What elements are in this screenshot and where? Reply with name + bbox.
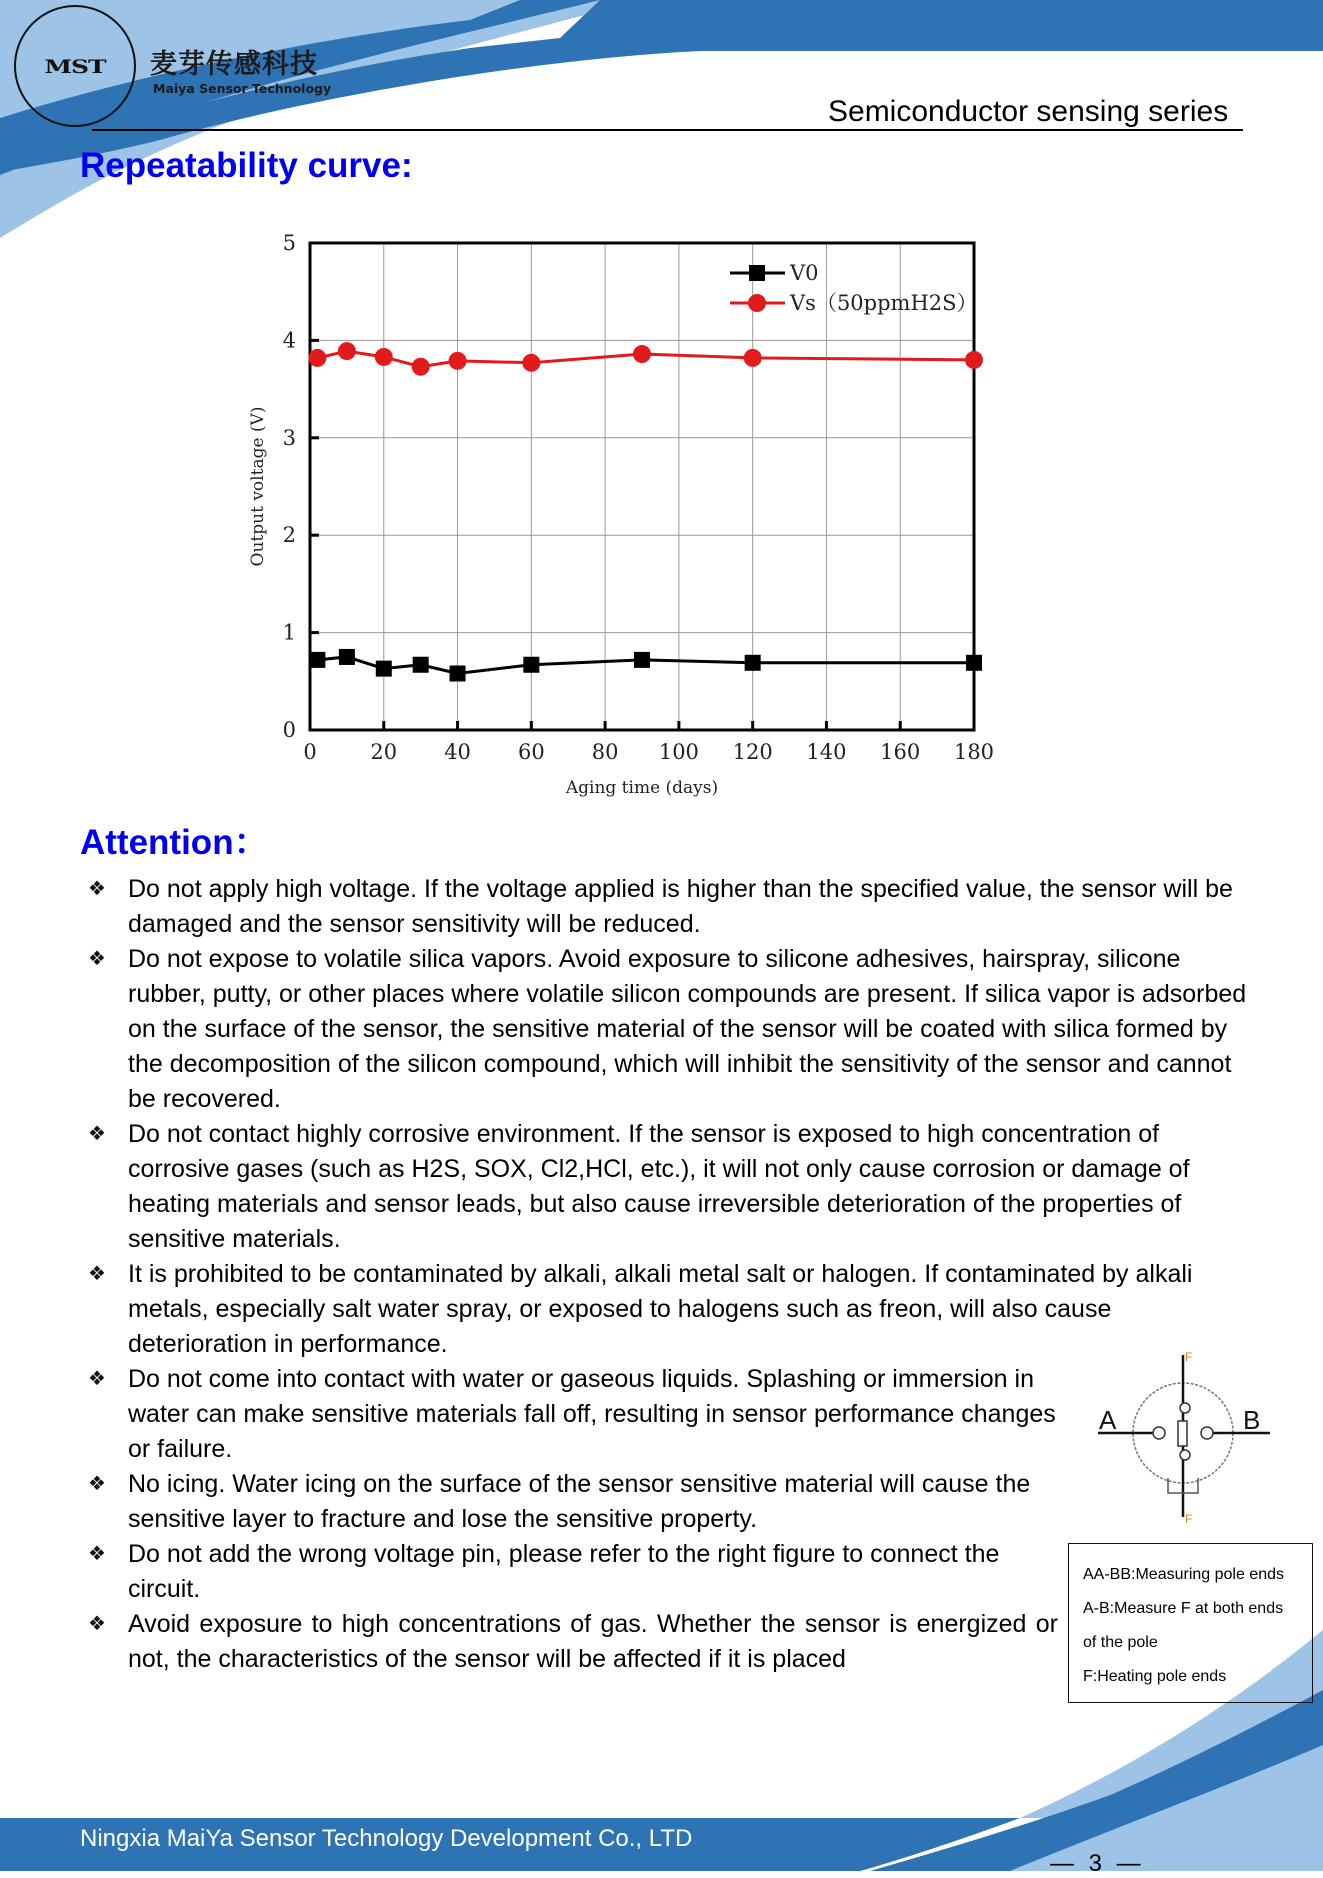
- attention-item: ❖ Do not expose to volatile silica vapors. Avoid exposure to silicone adhesives, hairspray, silicone rubber, putty, or other places where volatile silicon compounds are present. If silica vapor is adsorbed on the surface of the sensor, the sensitive material of the sensor will be coated with silica formed by the decomposition of the silicon compound, which will inhibit the sensitivity of the sensor and cannot be recovered.: [88, 942, 1248, 1117]
- header-divider: [92, 129, 1243, 131]
- svg-text:4: 4: [282, 328, 296, 353]
- svg-text:20: 20: [370, 740, 398, 764]
- series-title: Semiconductor sensing series: [828, 95, 1229, 128]
- pin-legend-line: A-B:Measure F at both ends: [1083, 1600, 1284, 1617]
- attention-item: ❖ Do not add the wrong voltage pin, please refer to the right figure to connect the circuit.: [88, 1537, 1058, 1607]
- bullet-diamond-icon: ❖: [88, 948, 106, 970]
- bullet-diamond-icon: ❖: [88, 1613, 106, 1635]
- svg-text:0: 0: [303, 740, 317, 764]
- svg-text:Vs（50ppmH2S）: Vs（50ppmH2S）: [790, 291, 978, 315]
- bullet-diamond-icon: ❖: [88, 1543, 106, 1565]
- svg-text:80: 80: [591, 740, 619, 764]
- svg-text:V0: V0: [790, 261, 819, 285]
- y-axis-label: Output voltage (V): [248, 406, 268, 567]
- svg-text:40: 40: [444, 740, 471, 764]
- bullet-diamond-icon: ❖: [88, 878, 106, 900]
- attention-heading: Attention：: [80, 823, 269, 862]
- bullet-diamond-icon: ❖: [88, 1263, 106, 1285]
- attention-item: ❖ Do not apply high voltage. If the voltage applied is higher than the specified value, the sensor will be damaged and the sensor sensitivity will be reduced.: [88, 872, 1248, 942]
- svg-text:1: 1: [282, 620, 296, 645]
- chart-legend: [730, 261, 978, 315]
- pin-legend-box: [1068, 1543, 1313, 1703]
- repeatability-chart: [240, 220, 1020, 810]
- svg-text:60: 60: [517, 740, 545, 764]
- sensor-pin-diagram: [1085, 1345, 1285, 1525]
- svg-text:2: 2: [282, 523, 296, 548]
- pin-label-f-top: F: [1185, 1350, 1193, 1364]
- pin-label-a: A: [1099, 1405, 1117, 1435]
- svg-text:0: 0: [282, 718, 296, 742]
- repeatability-heading: Repeatability curve:: [80, 146, 413, 185]
- attention-item: ❖ Avoid exposure to high concentrations of gas. Whether the sensor is energized or not, the characteristics of the sensor will be affected if it is placed: [88, 1607, 1058, 1677]
- pin-legend-line: AA-BB:Measuring pole ends: [1083, 1566, 1284, 1583]
- svg-text:140: 140: [806, 740, 847, 764]
- attention-item: ❖ Do not contact highly corrosive environment. If the sensor is exposed to high concentration of corrosive gases (such as H2S, SOX, Cl2,HCl, etc.), it will not only cause corrosion or damage of heating materials and sensor leads, but also cause irreversible deterioration of the properties of sensitive materials.: [88, 1117, 1248, 1257]
- company-name-english: Maiya Sensor Technology: [153, 81, 332, 96]
- svg-text:160: 160: [880, 740, 921, 764]
- pin-legend-line: of the pole: [1083, 1634, 1158, 1651]
- svg-text:180: 180: [953, 740, 995, 764]
- bullet-diamond-icon: ❖: [88, 1473, 106, 1495]
- attention-item: ❖ No icing. Water icing on the surface of the sensor sensitive material will cause the sensitive layer to fracture and lose the sensitive property.: [88, 1467, 1058, 1537]
- svg-text:100: 100: [658, 740, 699, 764]
- svg-text:5: 5: [282, 231, 296, 255]
- attention-item: ❖ It is prohibited to be contaminated by alkali, alkali metal salt or halogen. If contaminated by alkali metals, especially salt water spray, or exposed to halogens such as freon, will also cause deterioration in performance.: [88, 1257, 1248, 1362]
- x-axis-label: Aging time (days): [565, 778, 719, 798]
- svg-text:120: 120: [732, 740, 773, 764]
- bullet-diamond-icon: ❖: [88, 1368, 106, 1390]
- pin-label-b: B: [1243, 1405, 1261, 1435]
- company-name-chinese: 麦芽传感科技: [150, 49, 318, 80]
- svg-text:3: 3: [282, 425, 296, 450]
- attention-item: ❖ Do not come into contact with water or gaseous liquids. Splashing or immersion in water can make sensitive materials fall off, resulting in sensor performance changes or failure.: [88, 1362, 1078, 1467]
- pin-legend-line: F:Heating pole ends: [1083, 1668, 1227, 1685]
- bullet-diamond-icon: ❖: [88, 1123, 106, 1145]
- company-logo-abbr: MST: [44, 55, 106, 78]
- chart-series: [308, 342, 983, 681]
- x-axis-ticks: [303, 721, 994, 764]
- footer-company-name: Ningxia MaiYa Sensor Technology Development Co., LTD: [80, 1825, 693, 1852]
- page-number: — 3 —: [1050, 1850, 1145, 1877]
- pin-label-f-bottom: F: [1185, 1512, 1193, 1525]
